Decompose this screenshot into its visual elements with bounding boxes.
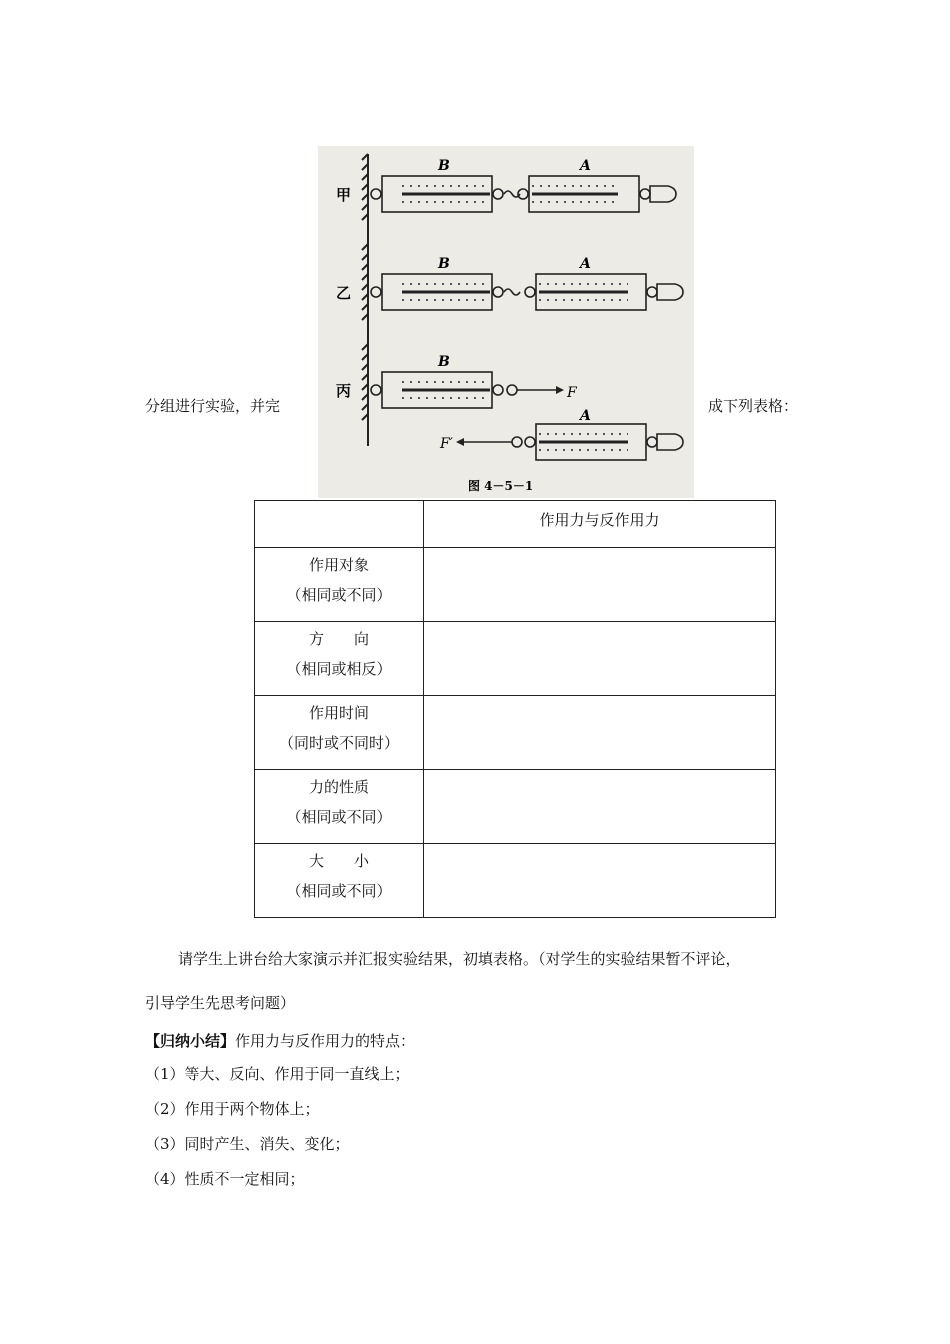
row-value-cell[interactable] bbox=[424, 622, 776, 696]
row-label: 作用时间 bbox=[308, 704, 369, 722]
row-jia bbox=[371, 176, 676, 212]
comparison-table bbox=[254, 500, 776, 918]
table-row bbox=[255, 548, 776, 622]
header-empty-cell bbox=[255, 501, 424, 548]
row-option: （相同或不同） bbox=[286, 882, 392, 900]
intro-text-after: 成下列表格： bbox=[708, 397, 799, 415]
table-header-row bbox=[255, 501, 776, 548]
spring-scale-illustration bbox=[318, 146, 694, 498]
label-a-bing: A bbox=[580, 408, 591, 424]
table-row bbox=[255, 770, 776, 844]
summary-item: （3）同时产生、消失、变化； bbox=[145, 1135, 350, 1153]
row-value-cell[interactable] bbox=[424, 770, 776, 844]
label-f: F bbox=[567, 385, 577, 401]
label-f-prime: F′ bbox=[440, 436, 453, 452]
label-b-yi: B bbox=[438, 256, 450, 272]
row-label-cell bbox=[255, 622, 424, 696]
label-b-jia: B bbox=[438, 158, 450, 174]
row-label-cell bbox=[255, 770, 424, 844]
row-label: 方 向 bbox=[308, 630, 369, 648]
label-a-yi: A bbox=[580, 256, 591, 272]
row-label: 作用对象 bbox=[308, 556, 369, 574]
row-value-cell[interactable] bbox=[424, 696, 776, 770]
table-row bbox=[255, 844, 776, 918]
table-row bbox=[255, 696, 776, 770]
summary-heading bbox=[145, 1030, 825, 1051]
row-option: （同时或不同时） bbox=[278, 734, 399, 752]
summary-item: （2）作用于两个物体上； bbox=[145, 1100, 320, 1118]
paragraph-line-1: 请学生上讲台给大家演示并汇报实验结果，初填表格。（对学生的实验结果暂不评论， bbox=[178, 950, 741, 968]
row-option: （相同或相反） bbox=[286, 660, 392, 678]
row-bing-a bbox=[462, 424, 683, 460]
row-yi bbox=[371, 274, 683, 310]
label-bing: 丙 bbox=[336, 382, 352, 400]
paragraph-line-2: 引导学生先思考问题） bbox=[145, 994, 296, 1012]
row-value-cell[interactable] bbox=[424, 548, 776, 622]
row-option: （相同或不同） bbox=[286, 586, 392, 604]
label-yi: 乙 bbox=[336, 284, 352, 302]
label-b-bing: B bbox=[438, 354, 450, 370]
arrow-f-prime-head bbox=[456, 438, 464, 446]
arrow-f-head bbox=[556, 386, 564, 394]
row-label: 力的性质 bbox=[308, 778, 369, 796]
header-title-cell: 作用力与反作用力 bbox=[424, 501, 776, 548]
label-a-jia: A bbox=[580, 158, 591, 174]
label-jia: 甲 bbox=[336, 186, 352, 204]
wall bbox=[362, 154, 368, 446]
row-value-cell[interactable] bbox=[424, 844, 776, 918]
row-option: （相同或不同） bbox=[286, 808, 392, 826]
row-bing-b bbox=[371, 372, 558, 408]
row-label-cell bbox=[255, 844, 424, 918]
summary-title: 作用力与反作用力的特点： bbox=[235, 1032, 416, 1050]
row-label-cell bbox=[255, 548, 424, 622]
intro-text-before: 分组进行实验，并完 bbox=[145, 397, 281, 415]
row-label: 大 小 bbox=[308, 852, 369, 870]
summary-item: （1）等大、反向、作用于同一直线上； bbox=[145, 1065, 410, 1083]
row-label-cell bbox=[255, 696, 424, 770]
summary-item: （4）性质不一定相同； bbox=[145, 1170, 305, 1188]
spring-scale-figure bbox=[318, 146, 694, 498]
summary-tag: 【归纳小结】 bbox=[145, 1032, 236, 1050]
figure-caption: 图 4－5－1 bbox=[468, 479, 534, 493]
table-row bbox=[255, 622, 776, 696]
